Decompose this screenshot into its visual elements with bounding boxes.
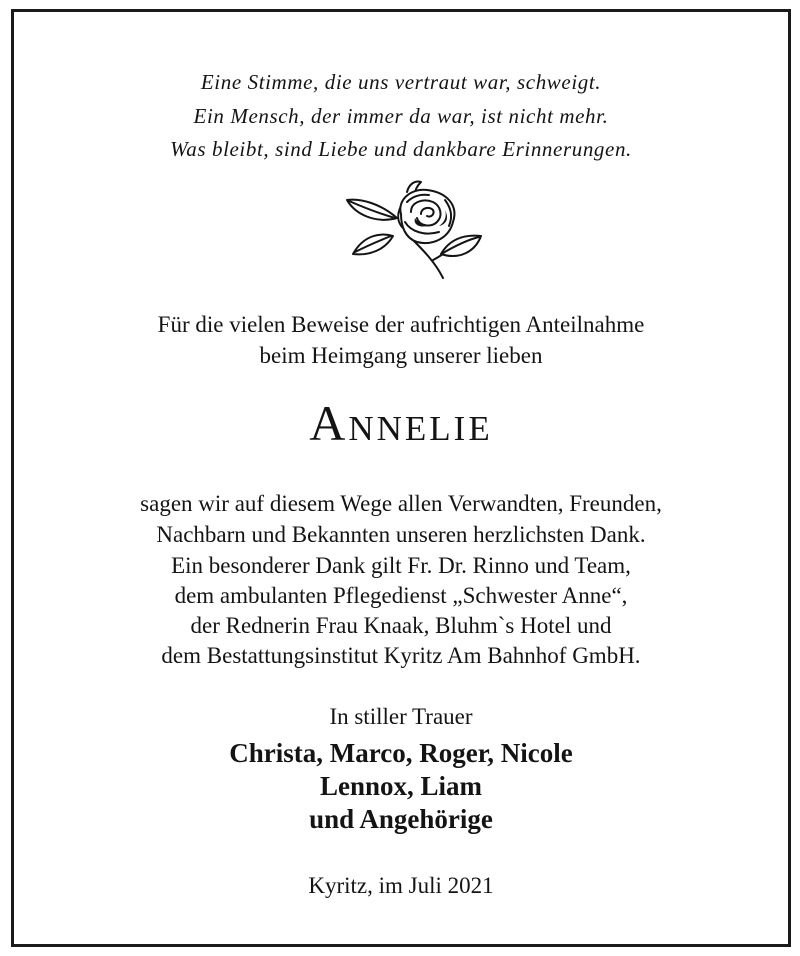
mourning-label: In stiller Trauer [329, 704, 473, 729]
quote-line-2: Ein Mensch, der immer da war, ist nicht mehr. [193, 104, 609, 128]
rose-icon [341, 178, 487, 282]
obituary-notice [11, 9, 791, 947]
mourners-line-1: Christa, Marco, Roger, Nicole [229, 738, 573, 768]
quote-line-3: Was bleibt, sind Liebe und dankbare Erinnerungen. [170, 137, 632, 161]
thanks-line-6: dem Bestattungsinstitut Kyritz Am Bahnhof GmbH. [161, 643, 641, 668]
thanks-line-3: Ein besonderer Dank gilt Fr. Dr. Rinno und Team, [171, 553, 631, 578]
thanks-line-5: der Rednerin Frau Knaak, Bluhm`s Hotel und [190, 613, 612, 638]
mourners-line-2: Lennox, Liam [319, 771, 483, 801]
place-date: Kyritz, im Juli 2021 [308, 873, 494, 898]
deceased-name: Annelie [309, 395, 493, 451]
intro-line-1: Für die vielen Beweise der aufrichtigen Anteilnahme [157, 312, 645, 337]
thanks-line-1: sagen wir auf diesem Wege allen Verwandten, Freunden, [140, 491, 662, 516]
intro-line-2: beim Heimgang unserer lieben [259, 343, 543, 368]
quote-line-1: Eine Stimme, die uns vertraut war, schweigt. [200, 70, 602, 94]
mourners-line-3: und Angehörige [309, 804, 493, 834]
thanks-line-4: dem ambulanten Pflegedienst „Schwester Anne“, [174, 583, 628, 608]
thanks-line-2: Nachbarn und Bekannten unseren herzlichsten Dank. [156, 522, 646, 547]
